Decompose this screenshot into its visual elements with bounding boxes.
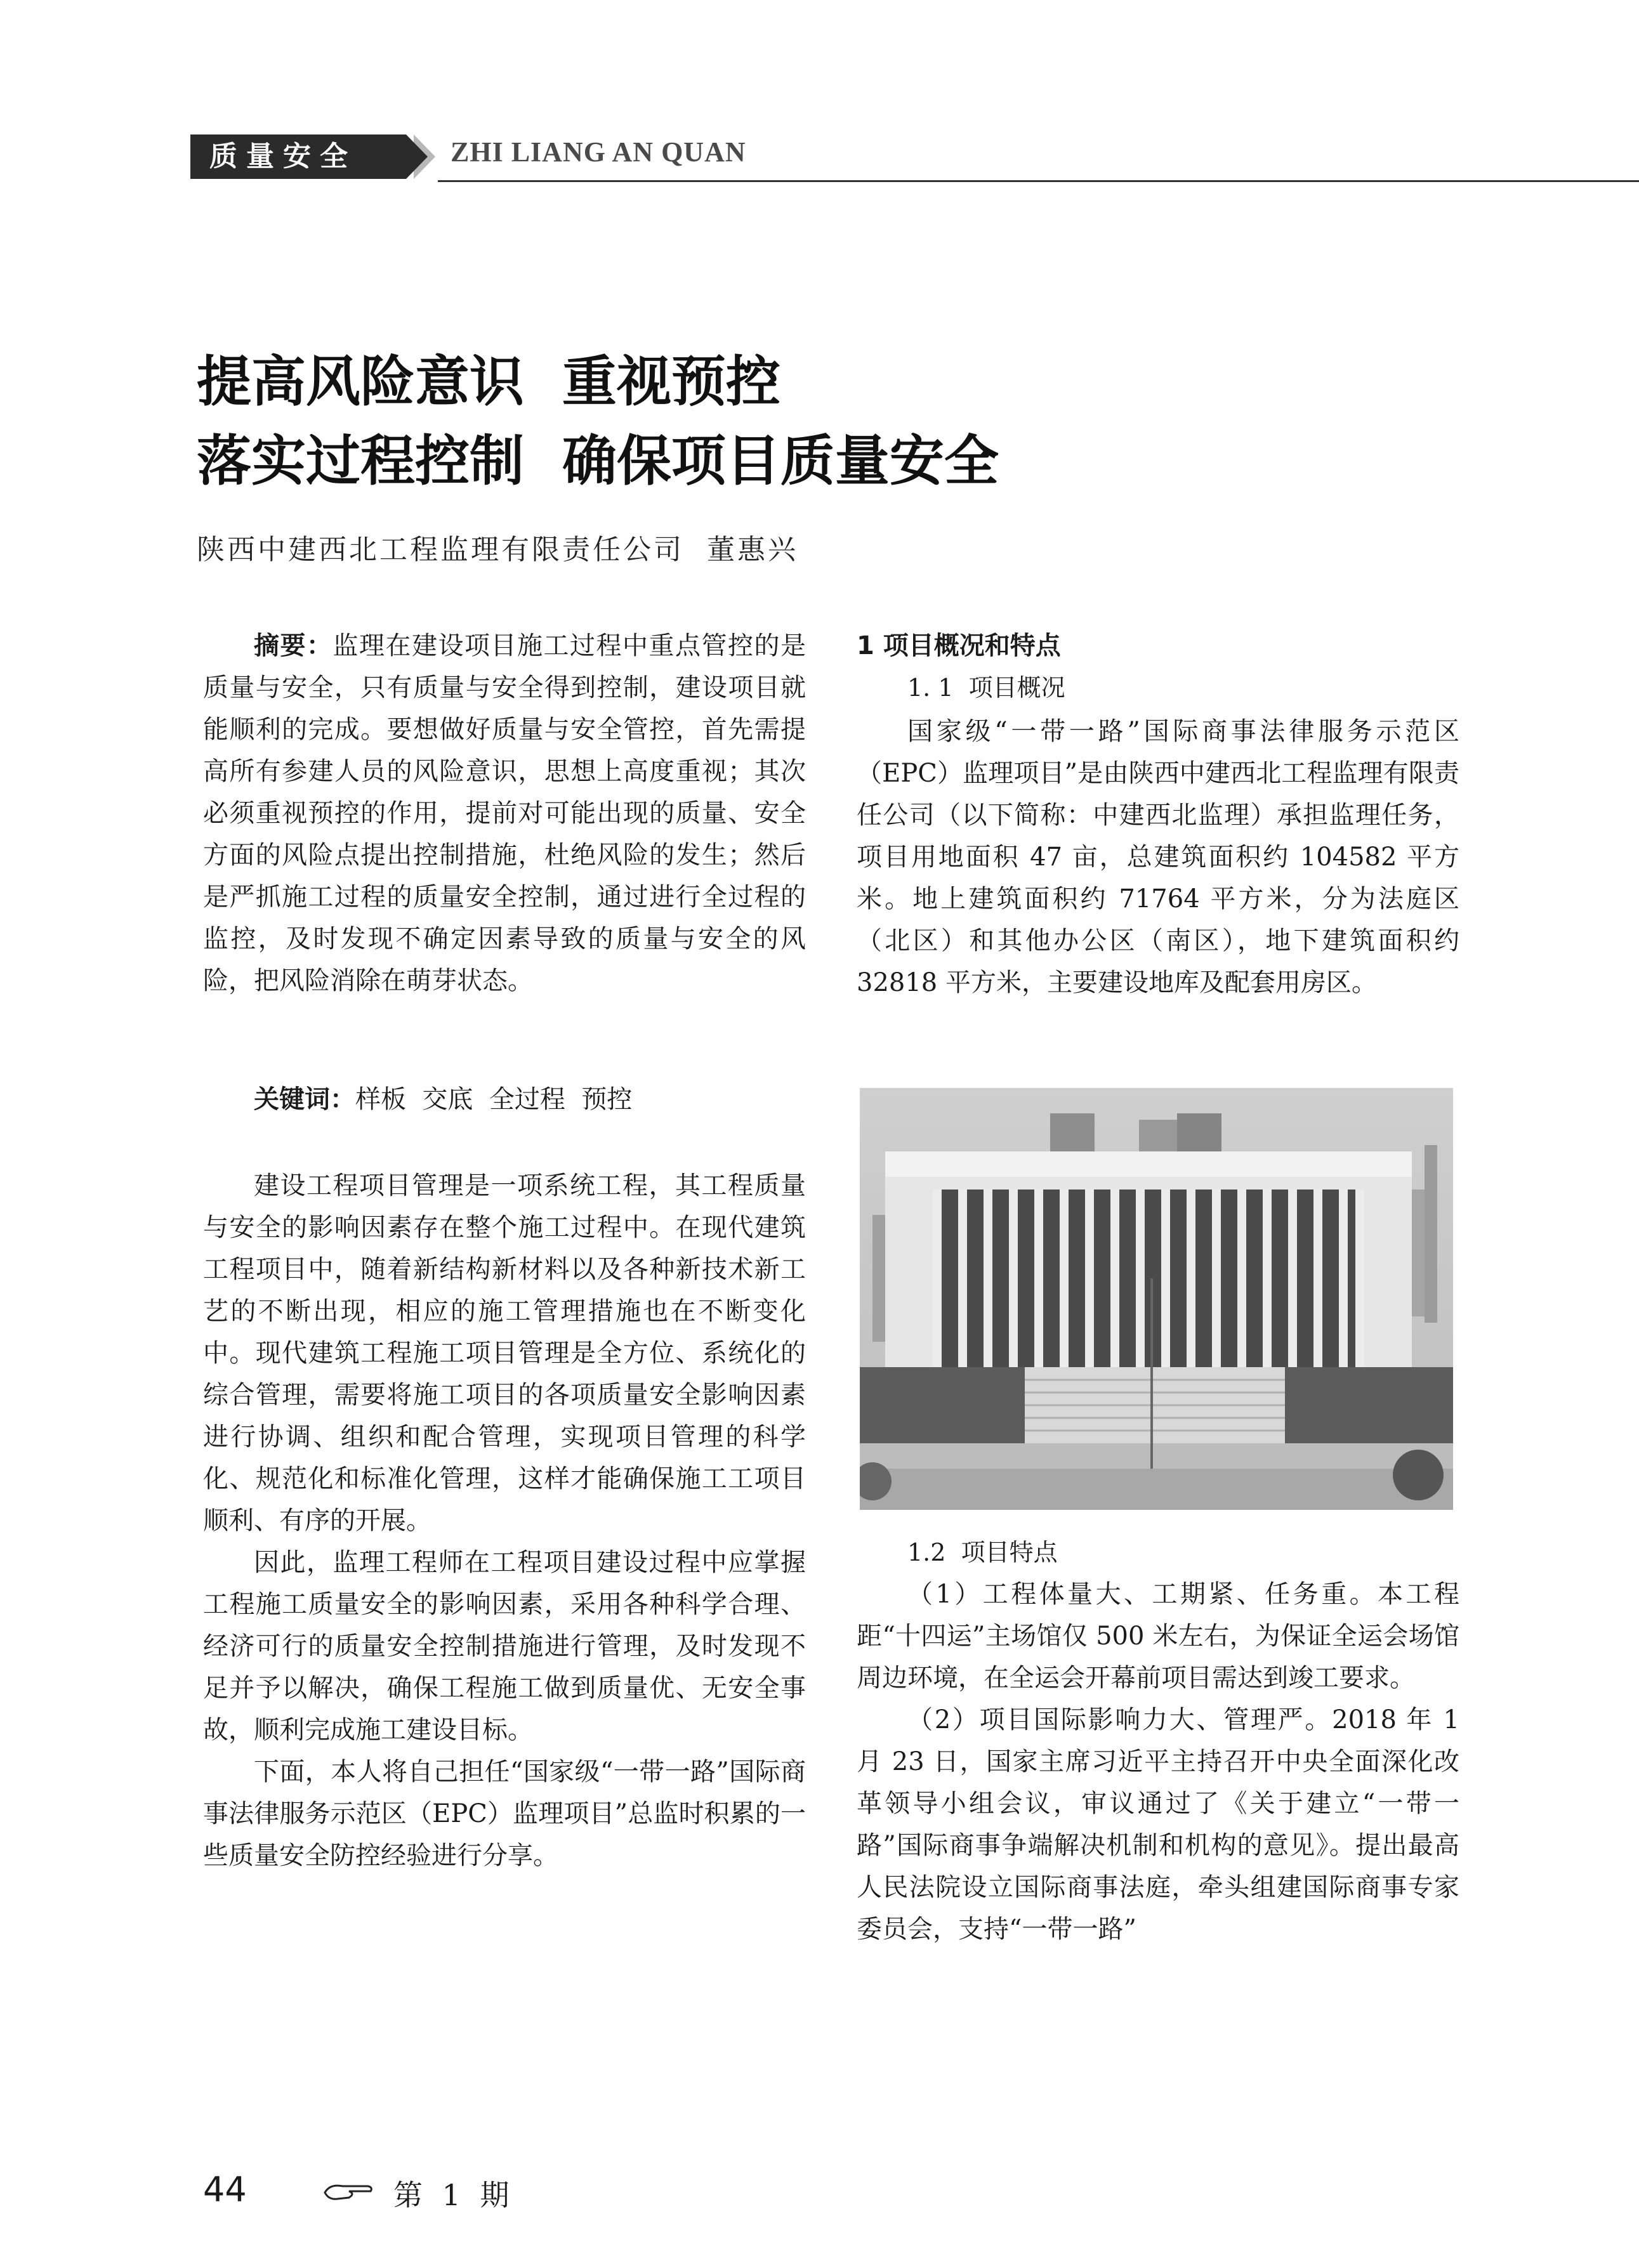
feature-paragraph: （1）工程体量大、工期紧、任务重。本工程距“十四运”主场馆仅 500 米左右，为保证全运会场馆周边环境，在全运会开幕前项目需达到竣工要求。 — [857, 1580, 1459, 1693]
page-number: 44 — [203, 2170, 247, 2210]
body-paragraph: 因此，监理工程师在工程项目建设过程中应掌握工程施工质量安全的影响因素，采用各种科学合理、经济可行的质量安全控制措施进行管理，及时发现不足并予以解决，确保工程施工做到质量优、无安全事故，顺利完成施工建设目标。 — [203, 1548, 806, 1745]
pointing-hand-icon — [324, 2180, 374, 2205]
section-label: 质量安全 — [190, 134, 406, 179]
subsection-heading: 1. 1 项目概况 — [907, 674, 1065, 702]
subsection-heading: 1.2 项目特点 — [907, 1538, 1058, 1566]
abstract-text: 监理在建设项目施工过程中重点管控的是质量与安全，只有质量与安全得到控制，建设项目就能顺利的完成。要想做好质量与安全管控，首先需提高所有参建人员的风险意识，思想上高度重视；其次必须重视预控的作用，提前对可能出现的质量、安全方面的风险点提出控制措施，杜绝风险的发生；然后是严抓施工过程的质量安全控制，通过进行全过程的监控，及时发现不确定因素导致的质量与安全的风险，把风险消除在萌芽状态。 — [203, 631, 806, 995]
author-line: 陕西中建西北工程监理有限责任公司 董惠兴 — [197, 534, 798, 566]
building-photo — [860, 1088, 1453, 1510]
section-header — [190, 127, 1459, 184]
header-wedge — [406, 134, 428, 179]
section-pinyin: ZHI LIANG AN QUAN — [451, 136, 746, 167]
body-left-column — [203, 1165, 806, 1877]
page-footer — [203, 2170, 515, 2220]
section-heading: 1 项目概况和特点 — [857, 631, 1061, 660]
project-overview — [857, 711, 1459, 1004]
title-line-2: 落实过程控制 确保项目质量安全 — [197, 429, 999, 493]
title-line-1: 提高风险意识 重视预控 — [197, 350, 780, 414]
abstract-label: 摘要： — [254, 631, 333, 660]
issue-label: 第 1 期 — [393, 2178, 515, 2212]
body-paragraph: 建设工程项目管理是一项系统工程，其工程质量与安全的影响因素存在整个施工过程中。在现代建筑工程项目中，随着新结构新材料以及各种新技术新工艺的不断出现，相应的施工管理措施也在不断变化中。现代建筑工程施工项目管理是全方位、系统化的综合管理，需要将施工项目的各项质量安全影响因素进行协调、组织和配合管理，实现项目管理的科学化、规范化和标准化管理，这样才能确保施工工项目顺利、有序的开展。 — [203, 1171, 806, 1535]
header-rule — [438, 180, 1639, 182]
keywords-label: 关键词： — [254, 1085, 355, 1114]
keywords — [254, 1078, 632, 1120]
body-paragraph: 下面，本人将自己担任“国家级“一带一路”国际商事法律服务示范区（EPC）监理项目”总监时积累的一些质量安全防控经验进行分享。 — [203, 1757, 806, 1870]
building-illustration — [860, 1088, 1453, 1510]
abstract — [203, 625, 806, 1002]
article-title — [197, 343, 1466, 501]
overview-paragraph: 国家级“一带一路”国际商事法律服务示范区（EPC）监理项目”是由陕西中建西北工程监理有限责任公司（以下简称：中建西北监理）承担监理任务，项目用地面积 47 亩，总建筑面积约 104582 平方米。地上建筑面积约 71764 平方米，分为法庭区（北区）和其他办公区（南区），地下建筑面积约 32818 平方米，主要建设地库及配套用房区。 — [857, 717, 1459, 997]
keywords-text: 样板 交底 全过程 预控 — [355, 1085, 633, 1114]
project-features — [857, 1573, 1459, 1950]
feature-paragraph: （2）项目国际影响力大、管理严。2018 年 1 月 23 日，国家主席习近平主持召开中央全面深化改革领导小组会议，审议通过了《关于建立“一带一路”国际商事争端解决机制和机构的意见》。提出最高人民法院设立国际商事法庭，牵头组建国际商事专家委员会，支持“一带一路” — [857, 1705, 1459, 1944]
